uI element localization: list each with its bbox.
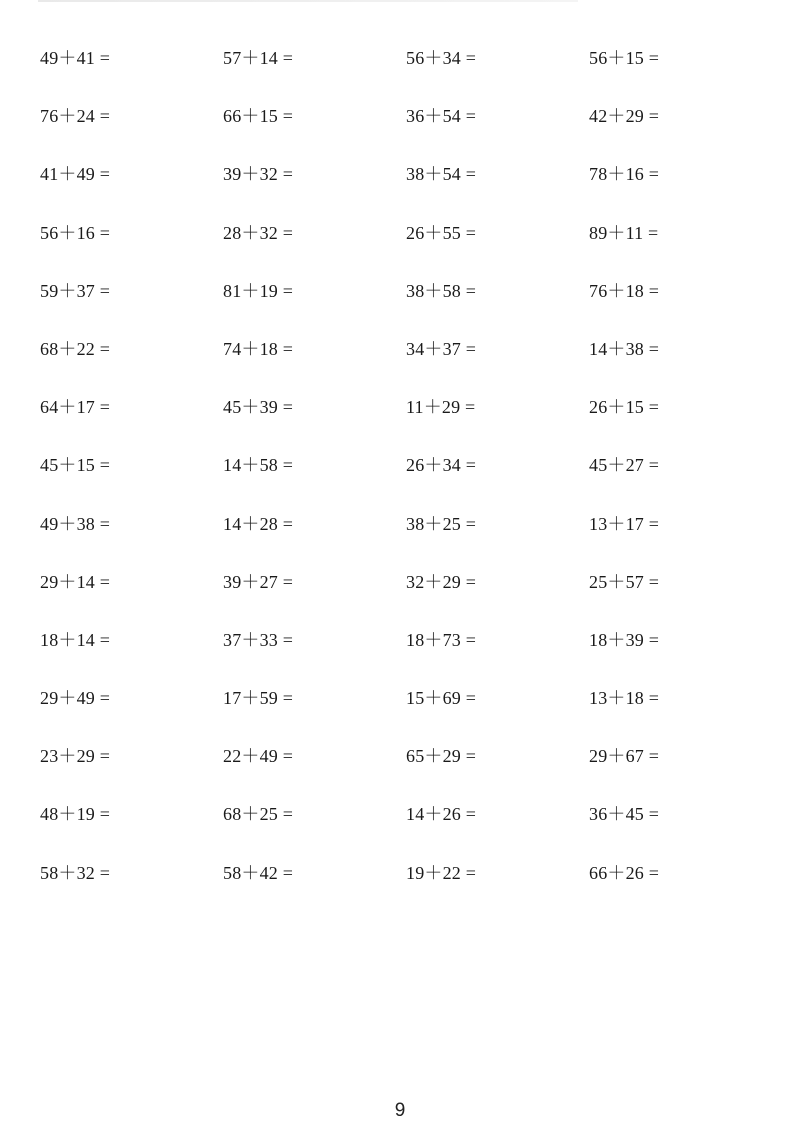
problem: 41＋49 =	[40, 164, 111, 185]
problem-grid	[40, 45, 760, 918]
problem: 49＋38 =	[40, 513, 111, 534]
problem: 78＋16 =	[589, 164, 660, 185]
problem: 38＋58 =	[406, 280, 477, 301]
problem: 66＋26 =	[589, 862, 660, 883]
problem: 39＋32 =	[223, 164, 294, 185]
problem: 56＋16 =	[40, 222, 111, 243]
problem: 56＋15 =	[589, 48, 660, 68]
problem: 13＋17 =	[589, 513, 660, 534]
problem: 49＋41 =	[40, 48, 111, 68]
problem: 32＋29 =	[406, 571, 477, 592]
problem: 89＋11 =	[589, 222, 659, 243]
problem: 45＋15 =	[40, 455, 111, 476]
problem: 56＋34 =	[406, 48, 477, 68]
problem: 66＋15 =	[223, 106, 294, 127]
problem: 57＋14 =	[223, 48, 294, 68]
problem: 45＋27 =	[589, 455, 660, 476]
problem: 58＋42 =	[223, 862, 294, 883]
problem: 14＋28 =	[223, 513, 294, 534]
page-number: 9	[394, 1100, 406, 1121]
problem: 11＋29 =	[406, 397, 476, 418]
problem: 58＋32 =	[40, 862, 111, 883]
problem: 18＋39 =	[589, 629, 660, 650]
problem: 28＋32 =	[223, 222, 294, 243]
problem: 45＋39 =	[223, 397, 294, 418]
problem: 19＋22 =	[406, 862, 477, 883]
problem: 37＋33 =	[223, 629, 294, 650]
problem: 29＋14 =	[40, 571, 111, 592]
problem: 42＋29 =	[589, 106, 660, 127]
problem: 14＋58 =	[223, 455, 294, 476]
problem: 81＋19 =	[223, 280, 294, 301]
problem: 48＋19 =	[40, 804, 111, 825]
problem: 39＋27 =	[223, 571, 294, 592]
problem: 18＋73 =	[406, 629, 477, 650]
problem: 34＋37 =	[406, 338, 477, 359]
problem: 14＋26 =	[406, 804, 477, 825]
problem: 26＋34 =	[406, 455, 477, 476]
problem: 13＋18 =	[589, 688, 660, 709]
problem: 76＋18 =	[589, 280, 660, 301]
problem: 68＋25 =	[223, 804, 294, 825]
problem: 59＋37 =	[40, 280, 111, 301]
problem: 38＋25 =	[406, 513, 477, 534]
problem: 23＋29 =	[40, 746, 111, 767]
problem: 17＋59 =	[223, 688, 294, 709]
problem: 22＋49 =	[223, 746, 294, 767]
problem: 36＋45 =	[589, 804, 660, 825]
problem: 18＋14 =	[40, 629, 111, 650]
problem: 29＋49 =	[40, 688, 111, 709]
problem: 26＋15 =	[589, 397, 660, 418]
problem: 14＋38 =	[589, 338, 660, 359]
problem: 65＋29 =	[406, 746, 477, 767]
problem: 38＋54 =	[406, 164, 477, 185]
problem: 74＋18 =	[223, 338, 294, 359]
problem: 25＋57 =	[589, 571, 660, 592]
problem: 15＋69 =	[406, 688, 477, 709]
problem: 68＋22 =	[40, 338, 111, 359]
problem: 26＋55 =	[406, 222, 477, 243]
problem: 36＋54 =	[406, 106, 477, 127]
top-rule	[38, 0, 578, 2]
problem: 76＋24 =	[40, 106, 111, 127]
problem: 64＋17 =	[40, 397, 111, 418]
problem: 29＋67 =	[589, 746, 660, 767]
